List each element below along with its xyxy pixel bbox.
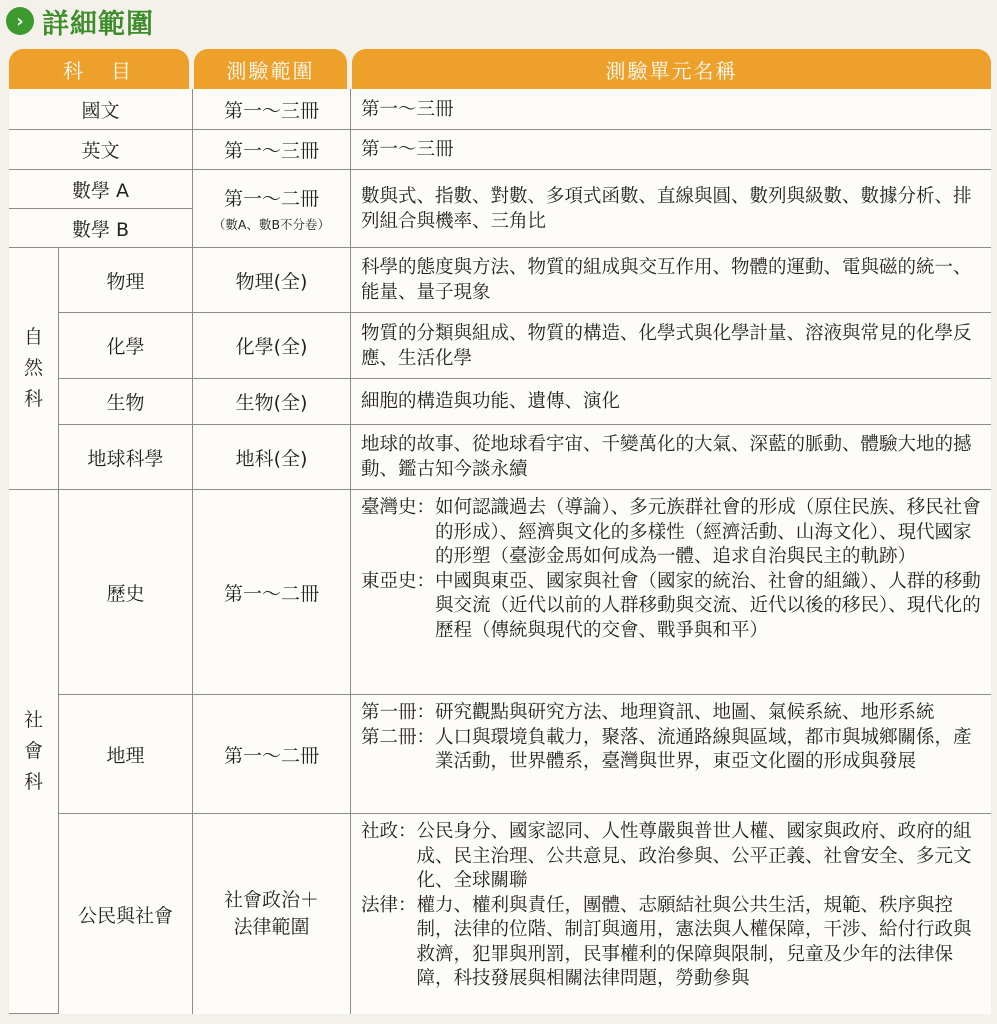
history-taiwan-label: 臺灣史：: [361, 497, 436, 518]
geography-book-2-text: 人口與環境負載力，聚落、流通路線與區域，都市與城鄉關係，產業活動，世界體系，臺灣與世界，東亞文化圈的形成與發展: [435, 726, 972, 772]
units-chinese: [351, 89, 991, 130]
group-social-char: 會: [23, 740, 43, 762]
subject-chinese: 國文: [9, 89, 193, 130]
range-civics: [193, 814, 351, 1014]
civics-law: [361, 894, 981, 992]
units-earth-science: [351, 425, 991, 490]
range-math: [193, 170, 351, 248]
units-chemistry-text: 物質的分類與組成、物質的構造、化學式與化學計量、溶液與常見的化學反應、生活化學: [361, 322, 972, 369]
subject-civics: 公民與社會: [59, 814, 193, 1014]
range-history: 第一～二冊: [193, 490, 351, 695]
range-math-text: 第一～二冊: [223, 188, 319, 210]
history-taiwan: [361, 496, 981, 570]
scope-table: [9, 49, 991, 1014]
group-social-char: 社: [23, 709, 43, 731]
subject-math-a: 數學 A: [9, 170, 193, 209]
geography-book-2-label: 第二冊：: [361, 726, 436, 748]
units-chinese-text: 第一～三冊: [361, 98, 454, 120]
units-geography: [351, 695, 991, 814]
section-header: [6, 4, 154, 38]
subject-history: 歷史: [59, 490, 193, 695]
range-civics-line-1: 社會政治＋: [223, 889, 319, 911]
range-physics: 物理(全): [193, 248, 351, 313]
subject-geography: 地理: [59, 695, 193, 814]
group-science-char: 自: [23, 326, 43, 348]
geography-book-2: [361, 726, 981, 775]
units-english: [351, 130, 991, 170]
subject-physics: 物理: [59, 248, 193, 313]
subject-earth-science: 地球科學: [59, 425, 193, 490]
units-math-text: 數與式、指數、對數、多項式函數、直線與圓、數列與級數、數據分析、排列組合與機率、三角比: [361, 185, 972, 232]
subject-english: 英文: [9, 130, 193, 170]
group-science: [9, 248, 59, 490]
history-east-asia-text: 中國與東亞、國家與社會（國家的統治、社會的組織）、人群的移動與交流（近代以前的人群移動與交流、近代以後的移民）、現代化的歷程（傳統與現代的交會、戰爭與和平）: [435, 570, 981, 641]
range-biology: 生物(全): [193, 379, 351, 425]
geography-book-1: [361, 701, 981, 726]
group-science-char: 然: [23, 357, 43, 379]
range-math-note: （數A、數B不分卷）: [212, 217, 331, 232]
geography-book-1-label: 第一冊：: [361, 702, 436, 723]
civics-politics: [361, 820, 981, 894]
history-east-asia: [361, 570, 981, 644]
civics-law-label: 法律：: [361, 894, 417, 916]
range-chinese: 第一～三冊: [193, 89, 351, 130]
units-biology-text: 細胞的構造與功能、遺傳、演化: [361, 391, 621, 412]
units-english-text: 第一～三冊: [361, 139, 454, 160]
units-civics: [351, 814, 991, 1014]
range-english: 第一～三冊: [193, 130, 351, 170]
units-biology: [351, 379, 991, 425]
range-chemistry: 化學(全): [193, 313, 351, 379]
column-header-units: 測驗單元名稱: [352, 49, 991, 89]
units-earth-science-text: 地球的故事、從地球看宇宙、千變萬化的大氣、深藍的脈動、體驗大地的撼動、鑑古知今談永續: [361, 434, 972, 480]
group-science-char: 科: [23, 388, 43, 410]
units-math: [351, 170, 991, 248]
units-history: [351, 490, 991, 695]
units-physics-text: 科學的態度與方法、物質的組成與交互作用、物體的運動、電與磁的統一、能量、量子現象: [361, 257, 972, 303]
history-taiwan-text: 如何認識過去（導論）、多元族群社會的形成（原住民族、移民社會的形成）、經濟與文化的多樣性（經濟活動、山海文化）、現代國家的形塑（臺澎金馬如何成為一體、追求自治與民主的軌跡）: [435, 497, 981, 567]
range-civics-line-2: 法律範圍: [233, 916, 310, 938]
section-title: 詳細範圍: [42, 8, 154, 40]
group-social-char: 科: [23, 771, 43, 793]
civics-law-text: 權力、權利與責任，團體、志願結社與公共生活，規範、秩序與控制，法律的位階、制訂與適用，憲法與人權保障，干涉、給付行政與救濟，犯罪與刑罰，民事權利的保障與限制，兒童及少年的法律保障，科技發展與相關法律問題，勞動參與: [416, 894, 972, 989]
history-east-asia-label: 東亞史：: [361, 570, 436, 592]
chevron-right-icon: ›: [6, 7, 34, 35]
geography-book-1-text: 研究觀點與研究方法、地理資訊、地圖、氣候系統、地形系統: [435, 702, 935, 723]
range-geography: 第一～二冊: [193, 695, 351, 814]
units-chemistry: [351, 313, 991, 379]
subject-chemistry: 化學: [59, 313, 193, 379]
subject-math-b: 數學 B: [9, 209, 193, 248]
civics-politics-label: 社政：: [361, 821, 417, 842]
column-header-range: 測驗範圍: [194, 49, 347, 89]
units-physics: [351, 248, 991, 313]
subject-biology: 生物: [59, 379, 193, 425]
civics-politics-text: 公民身分、國家認同、人性尊嚴與普世人權、國家與政府、政府的組成、民主治理、公共意見、政治參與、公平正義、社會安全、多元文化、全球關聯: [416, 821, 972, 891]
range-earth-science: 地科(全): [193, 425, 351, 490]
group-social: [9, 490, 59, 1014]
column-header-subject: 科 目: [9, 49, 189, 89]
